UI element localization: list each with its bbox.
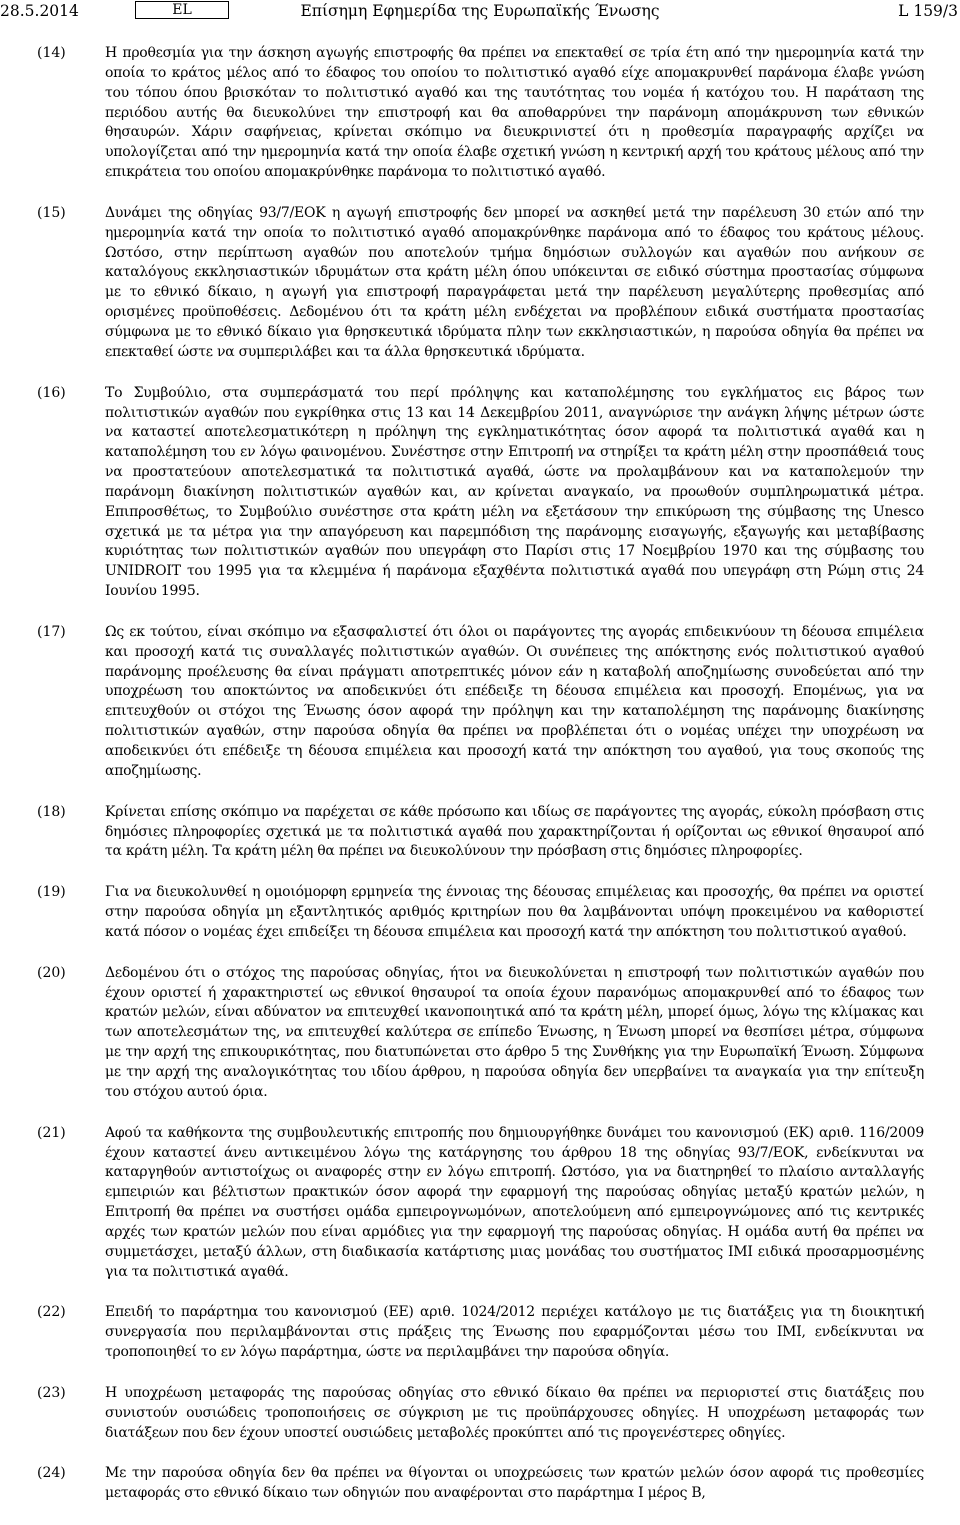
recital-text: Δεδομένου ότι ο στόχος της παρούσας οδηγίας, ήτοι να διευκολύνεται η επιστροφή των πολιτιστικών αγαθών που έχουν οριστεί ή χαρακτηριστεί ως εθνικοί θησαυροί τα οποία έχουν παρανόμως απομακρυνθεί από το έδαφος των κρατών μελών, είναι αδύνατον να επιτευχθεί ικανοποιητικά από τα κράτη μέλη, μπορεί όμως, λόγω της κλίμακας και των αποτελεσμάτων της, να επιτευχθεί καλύτερα σε επίπεδο Ένωσης, η Ένωση μπορεί να θεσπίσει μέτρα, σύμφωνα με την αρχή της επικουρικότητας, που διατυπώνεται στο άρθρο 5 της Συνθήκης για την Ευρωπαϊκή Ένωση. Σύμφωνα με την αρχή της αναλογικότητας του ιδίου άρθρου, η παρούσα οδηγία δεν υπερβαίνει τα αναγκαία για την επίτευξη του στόχου αυτού όρια. bbox=[105, 964, 924, 1100]
recital-number: (19) bbox=[37, 884, 66, 901]
recital-text: Με την παρούσα οδηγία δεν θα πρέπει να θίγονται οι υποχρεώσεις των κρατών μελών όσον αφορά τις προθεσμίες μεταφοράς στο εθνικό δίκαιο των οδηγιών που αναφέρονται στο παράρτημα I μέρος B, bbox=[105, 1465, 924, 1502]
recital-number: (21) bbox=[37, 1124, 66, 1141]
recital-number: (18) bbox=[37, 803, 66, 820]
recital-19 bbox=[0, 883, 960, 943]
recital-text: Για να διευκολυνθεί η ομοιόμορφη ερμηνεία της έννοιας της δέουσας επιμέλειας και προσοχής, θα πρέπει να οριστεί στην παρούσα οδηγία μη εξαντλητικός αριθμός κριτηρίων που θα λαμβάνονται υπόψη προκειμένου να καθοριστεί κατά πόσον ο νομέας έχει επιδείξει τη δέουσα επιμέλεια και προσοχή κατά την απόκτηση του πολιτιστικού αγαθού. bbox=[105, 884, 924, 940]
recital-number: (20) bbox=[37, 964, 66, 981]
recital-text: Η προθεσμία για την άσκηση αγωγής επιστροφής θα πρέπει να επεκταθεί σε τρία έτη από την ημερομηνία κατά την οποία το κράτος μέλος από το έδαφος του οποίου το πολιτιστικό αγαθό είχε απομακρυνθεί παράνομα έλαβε γνώση του τόπου όπου βρισκόταν το πολιτιστικό αγαθό και της ταυτότητας του νομέα ή κατόχου του. Η παράταση της περιόδου αυτής θα διευκολύνει την επιστροφή και θα αποθαρρύνει την παράνομη απομάκρυνση των εθνικών θησαυρών. Χάριν σαφήνειας, κρίνεται σκόπιμο να διευκρινιστεί ότι η προθεσμία παραγραφής αρχίζει να υπολογίζεται από την ημερομηνία κατά την οποία έλαβε σχετική γνώση η κεντρική αρχή του κράτους μέλους από την επικράτεια του οποίου απομακρύνθηκε παράνομα το πολιτιστικό αγαθό. bbox=[105, 45, 924, 181]
recital-text: Επειδή το παράρτημα του κανονισμού (ΕΕ) αριθ. 1024/2012 περιέχει κατάλογο με τις διατάξεις για τη διοικητική συνεργασία που περιλαμβάνονται στις πράξεις της Ένωσης που εφαρμόζονται μέσω του ΙΜΙ, ενδείκνυται να τροποποιηθεί το εν λόγω παράρτημα, ώστε να περιλαμβάνει την παρούσα οδηγία. bbox=[105, 1304, 924, 1361]
recital-number: (24) bbox=[37, 1465, 66, 1482]
recital-17 bbox=[0, 623, 960, 782]
recitals-list bbox=[0, 44, 960, 1525]
recital-number: (14) bbox=[37, 45, 66, 61]
recital-14 bbox=[0, 44, 960, 183]
page-reference: L 159/3 bbox=[898, 2, 958, 20]
recital-text: Δυνάμει της οδηγίας 93/7/ΕΟΚ η αγωγή επιστροφής δεν μπορεί να ασκηθεί μετά την παρέλευση 30 ετών από την ημερομηνία κατά την οποία το πολιτιστικό αγαθό απομακρύνθηκε παράνομα από το έδαφος του κράτους μέλους. Ωστόσο, στην περίπτωση αγαθών που αποτελούν τμήμα δημόσιων συλλογών και αγαθών που ανήκουν σε καταλόγους εκκλησιαστικών ιδρυμάτων στα κράτη μέλη όπου υπόκεινται σε ειδικό σύστημα προστασίας σύμφωνα με το εθνικό δίκαιο, η αγωγή για επιστροφή παραγράφεται μετά την παρέλευση μεγαλύτερης προθεσμίας από ορισμένες προϋποθέσεις. Δεδομένου ότι τα κράτη μέλη ενδέχεται να προβλέπουν ειδικά συστήματα προστασίας σύμφωνα με το εθνικό δίκαιο για θρησκευτικά ιδρύματα πλην των εκκλησιαστικών, η παρούσα οδηγία θα πρέπει να επεκταθεί ώστε να συμπεριλάβει και τα άλλα θρησκευτικά ιδρύματα. bbox=[105, 204, 924, 360]
language-code-box: EL bbox=[135, 1, 229, 19]
recital-number: (17) bbox=[37, 623, 66, 640]
recital-20 bbox=[0, 964, 960, 1103]
recital-text: Ως εκ τούτου, είναι σκόπιμο να εξασφαλιστεί ότι όλοι οι παράγοντες της αγοράς επιδεικνύουν τη δέουσα επιμέλεια και προσοχή κατά τις συναλλαγές πολιτιστικών αγαθών. Οι συνέπειες της απόκτησης ενός πολιτιστικού αγαθού παράνομης προέλευσης θα είναι πράγματι αποτρεπτικές μόνον εάν η καταβολή αποζημίωσης συνοδεύεται από την υποχρέωση του αποκτώντος να αποδεικνύει ότι επέδειξε τη δέουσα επιμέλεια και προσοχή. Επομένως, για να επιτευχθούν οι στόχοι της Ένωσης όσον αφορά την πρόληψη και την καταπολέμηση της παράνομης διακίνησης πολιτιστικών αγαθών, στην παρούσα οδηγία θα πρέπει να προβλέπεται ότι ο νομέας υπέχει την υποχρέωση να αποδεικνύει ότι επέδειξε τη δέουσα επιμέλεια και προσοχή κατά την απόκτηση του αγαθού, για τους σκοπούς της αποζημίωσης. bbox=[105, 623, 924, 779]
recital-text: Το Συμβούλιο, στα συμπεράσματά του περί πρόληψης και καταπολέμησης του εγκλήματος εις βάρος των πολιτιστικών αγαθών που εγκρίθηκα στις 13 και 14 Δεκεμβρίου 2011, αναγνώρισε την ανάγκη λήψης μέτρων ώστε να καταστεί αποτελεσματικότερη η πρόληψη της εγκληματικότητας όσον αφορά τα πολιτιστικά αγαθά και η καταπολέμηση του εν λόγω φαινομένου. Συνέστησε στην Επιτροπή να στηρίξει τα κράτη μέλη στην προσπάθειά τους να προστατεύουν αποτελεσματικά τα πολιτιστικά αγαθά, ώστε να προλαμβάνουν και να καταπολεμούν την παράνομη διακίνηση πολιτιστικών αγαθών και, αν κρίνεται αναγκαίο, να προωθούν συμπληρωματικά μέτρα. Επιπροσθέτως, το Συμβούλιο συνέστησε στα κράτη μέλη να εξετάσουν την επικύρωση της σύμβασης της Unesco σχετικά με τα μέτρα για την απαγόρευση και παρεμπόδιση της παράνομης εισαγωγής, εξαγωγής και μεταβίβασης κυριότητας των πολιτιστικών αγαθών που υπεγράφη στο Παρίσι στις 17 Νοεμβρίου 1970 και της σύμβασης του UNIDROIT του 1995 για τα κλεμμένα ή παράνομα εξαχθέντα πολιτιστικά αγαθά που υπεγράφη στη Ρώμη στις 24 Ιουνίου 1995. bbox=[105, 384, 924, 600]
recital-text: Αφού τα καθήκοντα της συμβουλευτικής επιτροπής που δημιουργήθηκε δυνάμει του κανονισμού (ΕΚ) αριθ. 116/2009 έχουν καταστεί άνευ αντικειμένου λόγω της κατάργησης του άρθρου 18 της οδηγίας 93/7/ΕΟΚ, ενδείκνυται να καταργηθούν αντιστοίχως οι αναφορές στην εν λόγω επιτροπή. Ωστόσο, για να διατηρηθεί το πλαίσιο ανταλλαγής εμπειριών και βέλτιστων πρακτικών όσον αφορά την εφαρμογή της παρούσας οδηγίας μεταξύ κρατών μελών, η Επιτροπή θα πρέπει να συστήσει ομάδα εμπειρογνωμόνων, αποτελούμενη από εμπειρογνώμονες από τις κεντρικές αρχές των κρατών μελών που είναι αρμόδιες για την εφαρμογή της παρούσας οδηγίας. Η ομάδα αυτή θα πρέπει να συμμετάσχει, μεταξύ άλλων, στη διαδικασία κατάρτισης μιας μονάδας του συστήματος ΙΜΙ ειδικά προσαρμοσμένης για τα πολιτιστικά αγαθά. bbox=[105, 1124, 924, 1280]
page-header bbox=[0, 0, 960, 22]
recital-22 bbox=[0, 1303, 960, 1363]
recital-15 bbox=[0, 204, 960, 363]
recital-number: (15) bbox=[37, 204, 66, 221]
recital-24 bbox=[0, 1464, 960, 1504]
publication-date: 28.5.2014 bbox=[0, 2, 79, 20]
recital-number: (16) bbox=[37, 384, 66, 401]
recital-text: Κρίνεται επίσης σκόπιμο να παρέχεται σε κάθε πρόσωπο και ιδίως σε παράγοντες της αγοράς, εύκολη πρόσβαση στις δημόσιες πληροφορίες σχετικά με τα πολιτιστικά αγαθά που χαρακτηρίζονται ή ορίζονται ως εθνικοί θησαυροί από τα κράτη μέλη. Τα κράτη μέλη θα πρέπει να διευκολύνουν την πρόσβαση στις δημόσιες πληροφορίες. bbox=[105, 803, 924, 860]
recital-21 bbox=[0, 1124, 960, 1283]
recital-number: (22) bbox=[37, 1304, 66, 1321]
recital-text: Η υποχρέωση μεταφοράς της παρούσας οδηγίας στο εθνικό δίκαιο θα πρέπει να περιοριστεί στις διατάξεις που συνιστούν ουσιώδεις τροποποιήσεις σε σύγκριση με τις προϋπάρχουσες οδηγίες. Η υποχρέωση μεταφοράς των διατάξεων που δεν έχουν υποστεί ουσιώδεις μεταβολές προκύπτει από τις προγενέστερες οδηγίες. bbox=[105, 1384, 924, 1441]
recital-number: (23) bbox=[37, 1384, 66, 1401]
recital-16 bbox=[0, 384, 960, 602]
journal-title: Επίσημη Εφημερίδα της Ευρωπαϊκής Ένωσης bbox=[300, 2, 660, 20]
recital-18 bbox=[0, 803, 960, 863]
